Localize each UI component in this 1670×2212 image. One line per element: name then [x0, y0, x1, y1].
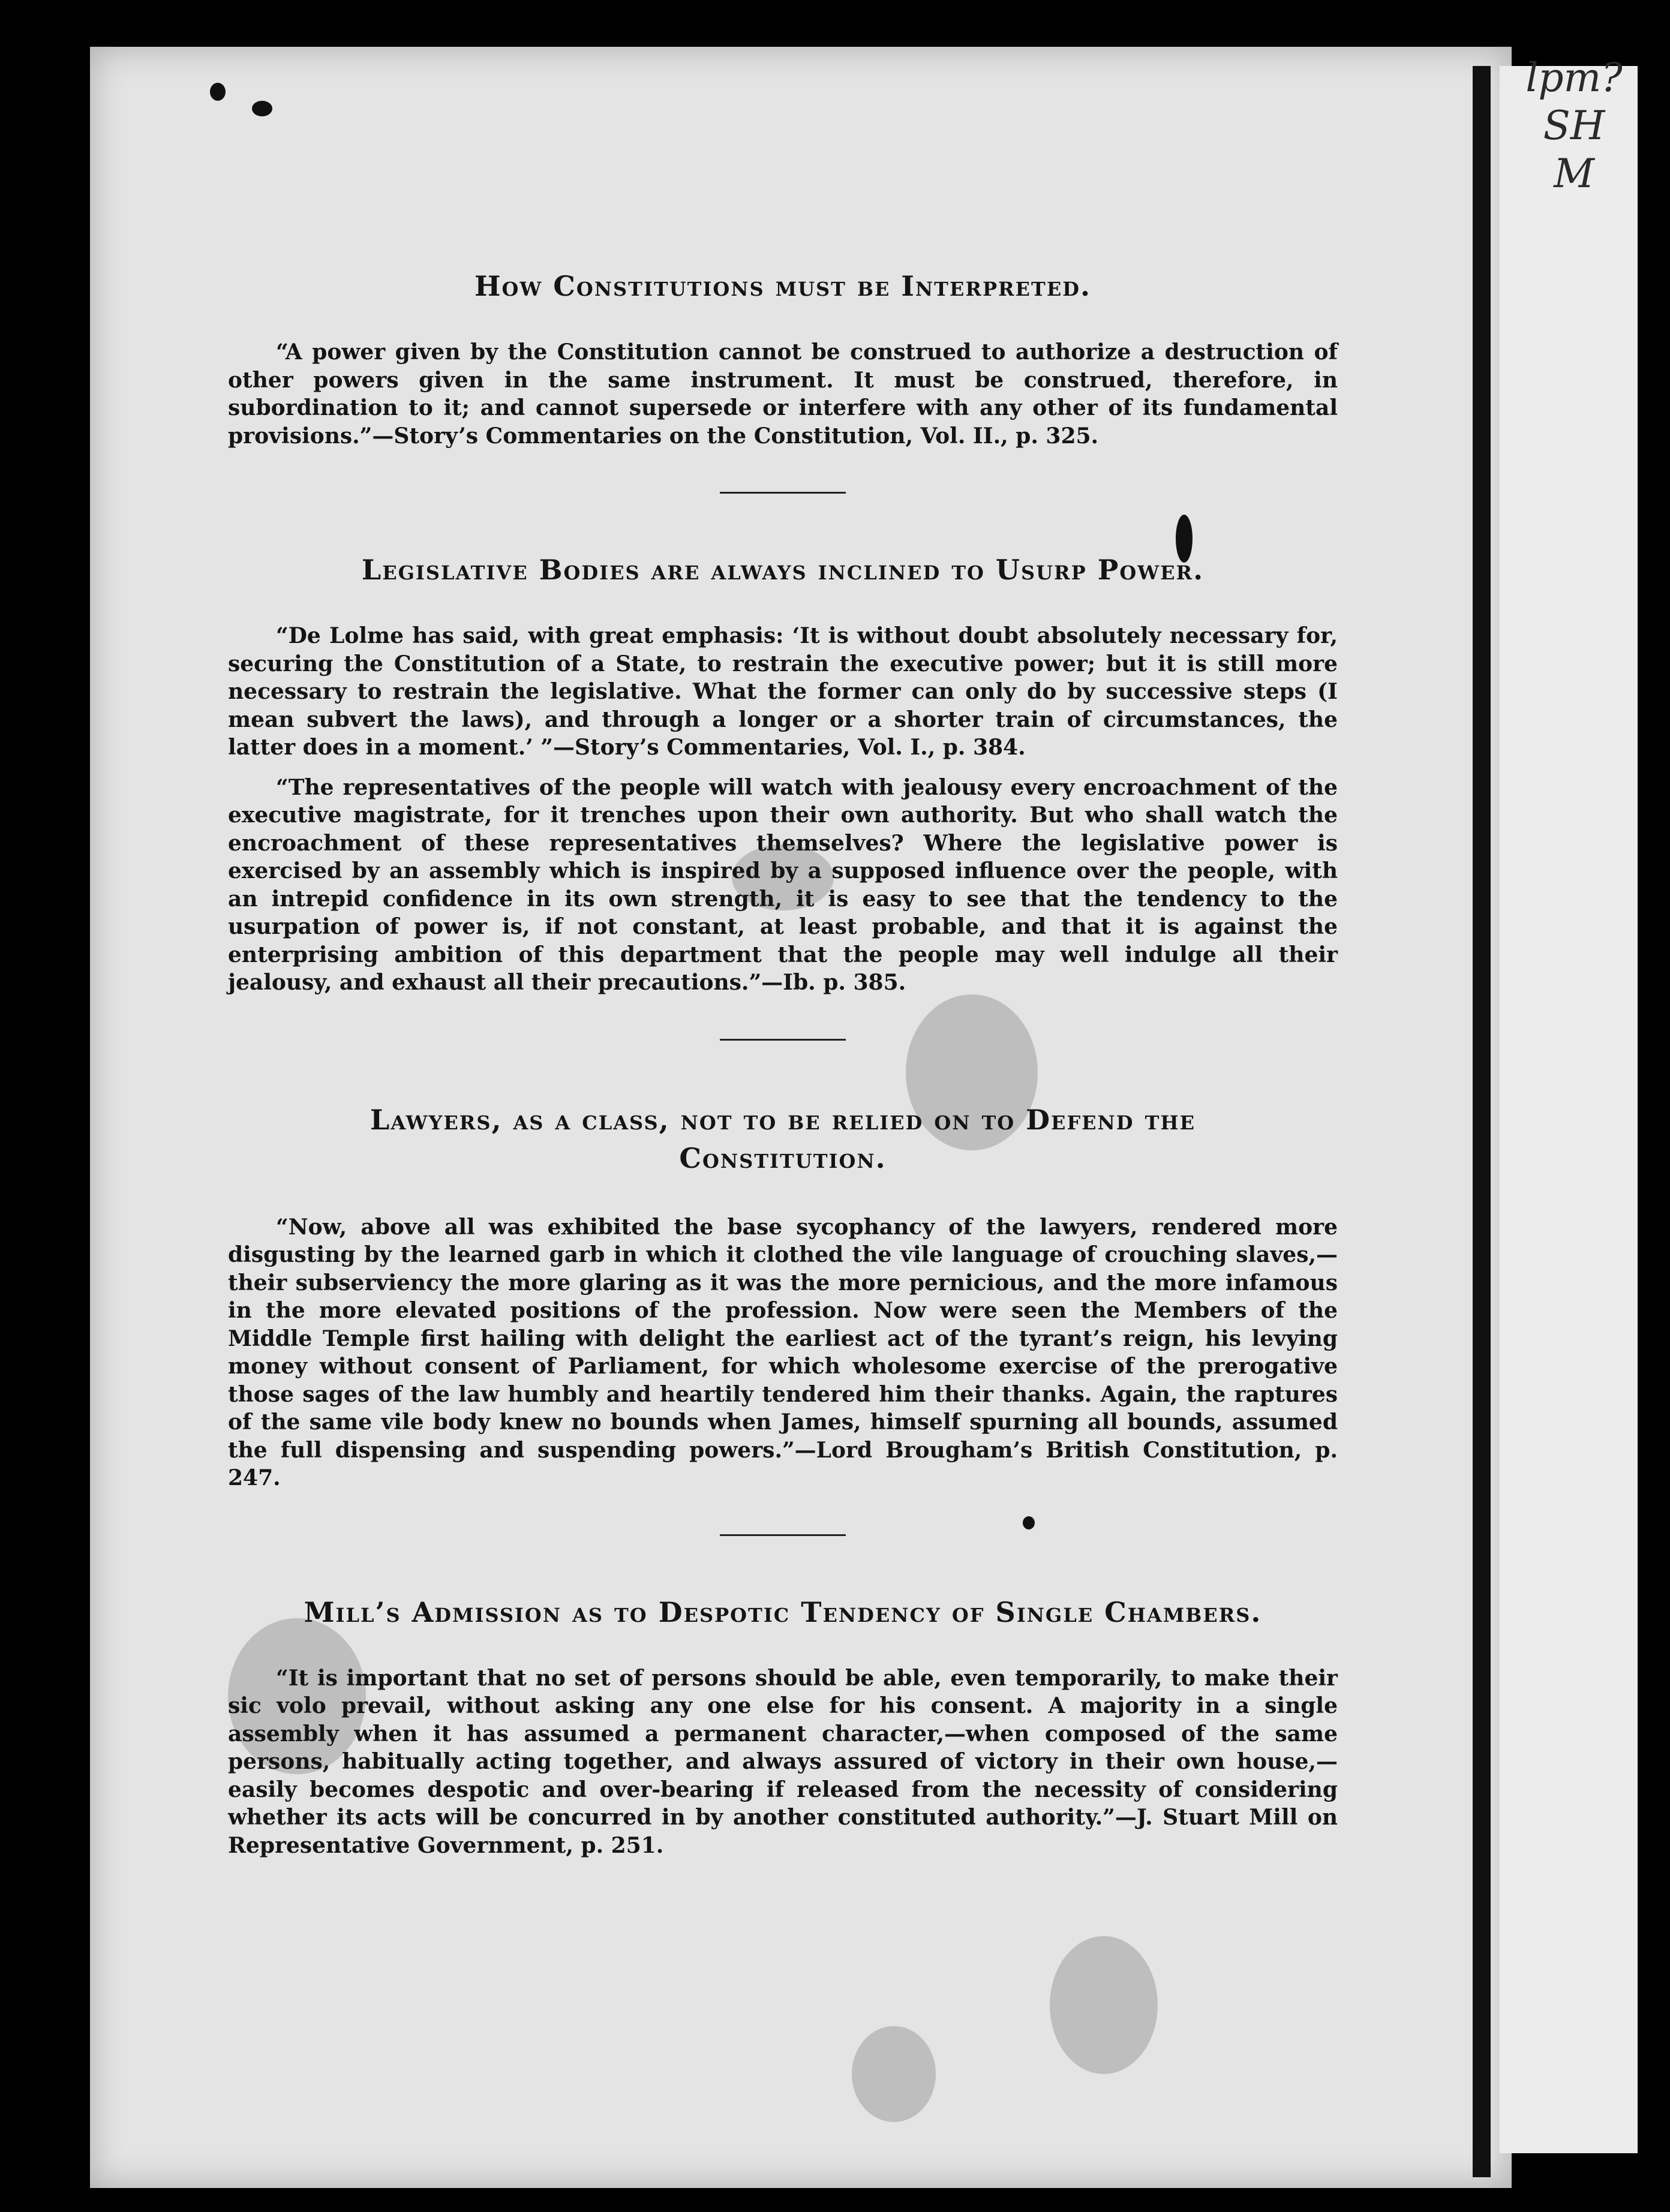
- quote-paragraph: “The representatives of the people will watch with jealousy every encroachment of the executive magistrate, for it trenches upon their own authority. But who shall watch the encroachment of these representatives themselves? Where the legislative power is exercised by an assembly which is inspired by a supposed influence over the people, with an intrepid confidence in its own strength, it is easy to see that the tendency to the usurpation of power is, if not constant, at least probable, and that it is against the enterprising ambition of this department that the people may well indulge all their jealousy, and exhaust all their precautions.”—Ib. p. 385.: [228, 774, 1338, 995]
- quote-paragraph: “Now, above all was exhibited the base sycophancy of the lawyers, rendered more disgusting by the learned garb in which it clothed the vile language of crouching slaves,—their subserviency the more glaring as it was the more pernicious, and the more infamous in the more elevated positions of the profession. Now were seen the Members of the Middle Temple first hailing with delight the earliest act of the tyrant’s reign, his levying money without consent of Parliament, for which wholesome exercise of the prerogative those sages of the law humbly and heartily tendered him their thanks. Again, the raptures of the same vile body knew no bounds when James, himself spurning all bounds, assumed the full dispensing and suspending powers.”—Lord Brougham’s British Constitution, p. 247.: [228, 1214, 1338, 1490]
- document-body: [228, 270, 1338, 1871]
- margin-note-line: M: [1554, 151, 1594, 197]
- margin-note-line: lpm?: [1525, 55, 1623, 101]
- facing-page-edge: [1500, 66, 1638, 2153]
- section-interpretation: [228, 270, 1338, 450]
- section-heading: How Constitutions must be Interpreted.: [474, 270, 1091, 302]
- quote-paragraph: “De Lolme has said, with great emphasis: ‘It is without doubt absolutely necessary for, securing the Constitution of a State, to restrain the executive power; but it is still more necessary to restrain the legislative. What the former can only do by successive steps (I mean subvert the laws), and through a longer or a shorter train of circumstances, the latter does in a moment.’ ”—Story’s Commentaries, Vol. I., p. 384.: [228, 623, 1338, 760]
- section-heading: Mill’s Admission as to Despotic Tendency of Single Chambers.: [304, 1595, 1262, 1628]
- quote-paragraph: “It is important that no set of persons should be able, even temporarily, to make their sic volo prevail, without asking any one else for his consent. A majority in a single assembly when it has assumed a permanent character,—when composed of the same persons, habitually acting together, and always assured of victory in their own house,—easily becomes despotic and over-bearing if released from the necessity of considering whether its acts will be concurred in by another constituted authority.”—J. Stuart Mill on Representative Government, p. 251.: [228, 1665, 1338, 1858]
- book-spine: [1473, 66, 1491, 2177]
- section-heading: Lawyers, as a class, not to be relied on to Defend the Constitution.: [370, 1103, 1196, 1174]
- section-heading: Legislative Bodies are always inclined to Usurp Power.: [361, 554, 1205, 586]
- section-mill: [228, 1596, 1338, 1860]
- section-divider: [720, 492, 846, 494]
- margin-handwriting: [1514, 54, 1634, 198]
- margin-note-line: SH: [1543, 103, 1605, 149]
- water-stain: [852, 2026, 936, 2122]
- section-divider: [720, 1039, 846, 1041]
- section-legislative-bodies: [228, 554, 1338, 997]
- water-stain: [1050, 1936, 1158, 2074]
- ink-blot: [210, 83, 226, 101]
- section-lawyers: [228, 1101, 1338, 1492]
- section-divider: [720, 1534, 846, 1536]
- ink-blot: [252, 101, 272, 116]
- quote-paragraph: “A power given by the Constitution cannot be construed to authorize a destruction of other powers given in the same instrument. It must be construed, therefore, in subordination to it; and cannot supersede or interfere with any other of its fundamental provisions.”—Story’s Commentaries on the Constitution, Vol. II., p. 325.: [228, 339, 1338, 449]
